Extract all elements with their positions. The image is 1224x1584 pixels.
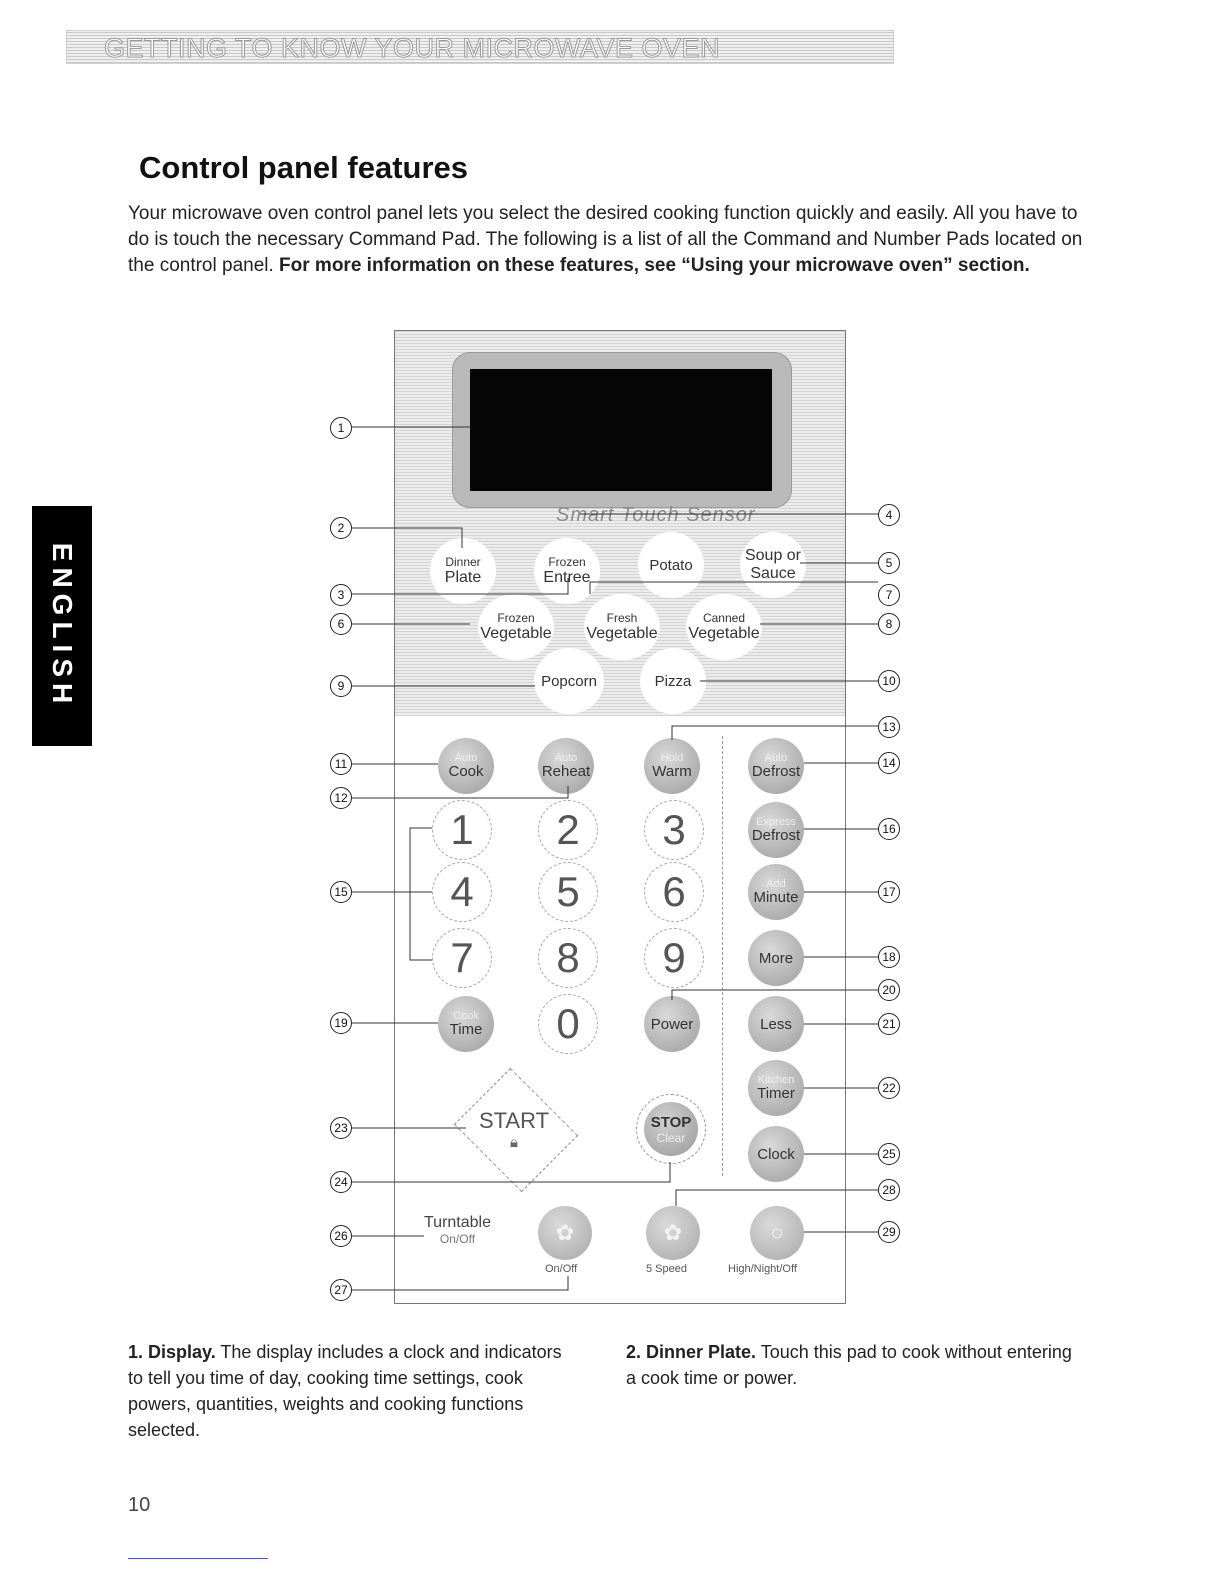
description-text: The display includes a clock and indicators to tell you time of day, cooking time settings, cook powers, quantities, weights and cooking functions selected.: [128, 1342, 562, 1440]
pad-label-line2: Sauce: [750, 565, 796, 582]
pad-label-line1: Fresh: [606, 611, 638, 625]
pad-label-line1: Soup or: [744, 547, 802, 564]
light-bulb-icon: ○: [770, 1220, 784, 1245]
callout-14: 14: [878, 752, 900, 774]
callout-28: 28: [878, 1179, 900, 1201]
pad-label-line2: Vegetable: [688, 625, 760, 642]
pad-label-line1: Add: [766, 878, 786, 890]
number-pad-9[interactable]: 9: [644, 928, 704, 988]
pad-label-line1: Frozen: [497, 611, 535, 625]
number-pad-5[interactable]: 5: [538, 862, 598, 922]
number-pad-3[interactable]: 3: [644, 800, 704, 860]
number-pad-0[interactable]: 0: [538, 994, 598, 1054]
callout-9: 9: [330, 675, 352, 697]
description-display: [128, 1339, 578, 1443]
callout-13: 13: [878, 716, 900, 738]
callout-20: 20: [878, 979, 900, 1001]
number-pad-7[interactable]: 7: [432, 928, 492, 988]
callout-29: 29: [878, 1221, 900, 1243]
callout-5: 5: [878, 552, 900, 574]
number-pad-2[interactable]: 2: [538, 800, 598, 860]
hood-light-label: High/Night/Off: [728, 1263, 797, 1275]
intro-bold-text: For more information on these features, see “Using your microwave oven” section.: [279, 255, 1030, 276]
callout-6: 6: [330, 613, 352, 635]
number-pad-1[interactable]: 1: [432, 800, 492, 860]
callout-19: 19: [330, 1012, 352, 1034]
callout-25: 25: [878, 1143, 900, 1165]
fan-icon: ✿: [555, 1220, 575, 1245]
callout-27: 27: [330, 1279, 352, 1301]
pad-label-line2: Plate: [444, 569, 482, 586]
fan-icon: ✿: [663, 1220, 683, 1245]
stop-label: STOP: [650, 1113, 692, 1131]
callout-26: 26: [330, 1225, 352, 1247]
turntable-label: Turntable: [424, 1214, 491, 1231]
pad-label-line1: Dinner: [445, 555, 481, 569]
turntable-onoff-label: On/Off: [439, 1232, 476, 1246]
pad-label: Power: [650, 1015, 694, 1033]
callout-16: 16: [878, 818, 900, 840]
number-pad-4[interactable]: 4: [432, 862, 492, 922]
number-pad-6[interactable]: 6: [644, 862, 704, 922]
pad-label: More: [758, 949, 794, 967]
callout-2: 2: [330, 517, 352, 539]
pad-label: Potato: [649, 556, 693, 574]
pad-label-line2: Entree: [543, 569, 591, 586]
callout-3: 3: [330, 584, 352, 606]
section-header-title: GETTING TO KNOW YOUR MICROWAVE OVEN: [104, 33, 721, 63]
callout-21: 21: [878, 1013, 900, 1035]
lock-icon: 🔒︎: [510, 1133, 518, 1151]
pad-label-line2: Defrost: [751, 827, 801, 844]
pad-label: Clock: [757, 1145, 795, 1163]
callout-4: 4: [878, 504, 900, 526]
pad-label-line2: Minute: [753, 889, 799, 906]
pad-label-line2: Vegetable: [480, 625, 552, 642]
callout-18: 18: [878, 946, 900, 968]
pad-label-line1: Cook: [453, 1010, 479, 1022]
pad-label-line1: Auto: [764, 752, 788, 764]
page-title: Control panel features: [139, 150, 468, 185]
callout-12: 12: [330, 787, 352, 809]
description-term: 1. Display.: [128, 1342, 216, 1362]
pad-label-line2: Timer: [757, 1085, 795, 1102]
pad-label-line2: Warm: [652, 763, 692, 780]
start-label: START: [478, 1107, 550, 1133]
callout-8: 8: [878, 613, 900, 635]
pad-label-line1: Express: [756, 816, 796, 828]
callout-24: 24: [330, 1171, 352, 1193]
pad-label-line1: Kitchen: [757, 1074, 795, 1086]
callout-15: 15: [330, 881, 352, 903]
footer-rule: [128, 1558, 268, 1559]
pad-label-line1: Auto: [454, 752, 478, 764]
pad-label-line1: Hold: [660, 752, 684, 764]
pad-label-line1: Auto: [554, 752, 578, 764]
pad-label-line2: Time: [449, 1021, 483, 1038]
pad-label-line2: Cook: [448, 763, 484, 780]
intro-text: Your microwave oven control panel lets you select the desired cooking function quickly and easily. All you have to do is touch the necessary Command Pad. The following is a list of all the Command and Number Pads located on the control panel.: [128, 203, 1083, 276]
language-tab-label: ENGLISH: [47, 542, 78, 710]
pad-label-line1: Canned: [702, 611, 746, 625]
number-pad-8[interactable]: 8: [538, 928, 598, 988]
callout-11: 11: [330, 753, 352, 775]
callout-23: 23: [330, 1117, 352, 1139]
callout-10: 10: [878, 670, 900, 692]
clear-label: Clear: [656, 1130, 686, 1145]
pad-label-line2: Defrost: [751, 763, 801, 780]
description-term: 2. Dinner Plate.: [626, 1342, 757, 1362]
description-dinner-plate: [626, 1339, 1076, 1391]
pad-label-line1: Frozen: [548, 555, 586, 569]
pad-label-line2: Vegetable: [586, 625, 658, 642]
pad-label-line2: Reheat: [541, 763, 591, 780]
vent-light-label: On/Off: [545, 1263, 578, 1275]
callout-22: 22: [878, 1077, 900, 1099]
callout-1: 1: [330, 417, 352, 439]
description-text: Touch this pad to cook without entering a cook time or power.: [626, 1342, 1072, 1388]
pad-label: Pizza: [654, 672, 692, 690]
callout-7: 7: [878, 584, 900, 606]
smart-touch-sensor-label: Smart Touch Sensor: [556, 504, 756, 526]
pad-label: Less: [760, 1015, 792, 1033]
page-number: 10: [128, 1494, 151, 1516]
vent-fan-label: 5 Speed: [646, 1263, 687, 1275]
callout-17: 17: [878, 881, 900, 903]
pad-label: Popcorn: [541, 672, 597, 690]
